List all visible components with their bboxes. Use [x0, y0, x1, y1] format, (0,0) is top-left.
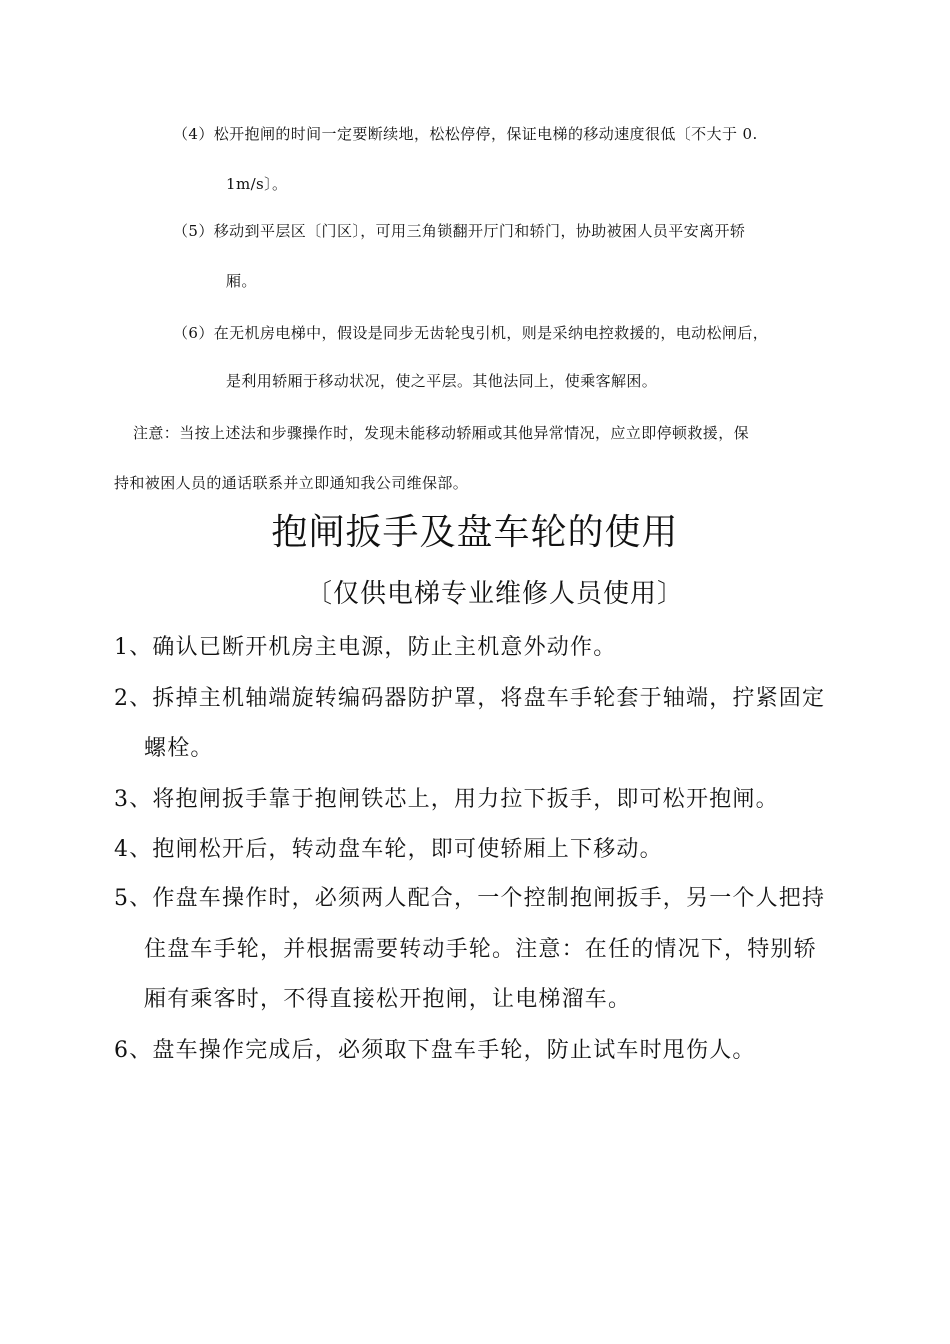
instruction-5-line-1: 5、作盘车操作时，必须两人配合，一个控制抱闸扳手，另一个人把持: [114, 886, 826, 911]
instruction-4: 4、抱闸松开后，转动盘车轮，即可使轿厢上下移动。: [114, 837, 663, 862]
step-4-line-2: 1m/s〕。: [226, 175, 288, 193]
instruction-2-line-1: 2、拆掉主机轴端旋转编码器防护罩，将盘车手轮套于轴端，拧紧固定: [114, 686, 826, 711]
instruction-5-line-3: 厢有乘客时，不得直接松开抱闸，让电梯溜车。: [144, 987, 632, 1012]
step-4-line-1: （4）松开抱闸的时间一定要断续地，松松停停，保证电梯的移动速度很低〔不大于 0.: [173, 125, 758, 143]
instruction-6: 6、盘车操作完成后，必须取下盘车手轮，防止试车时甩伤人。: [114, 1038, 756, 1063]
instruction-1: 1、确认已断开机房主电源，防止主机意外动作。: [114, 635, 617, 660]
note-line-1: 注意：当按上述法和步骤操作时，发现未能移动轿厢或其他异常情况，应立即停顿救援，保: [133, 424, 750, 442]
section-subtitle: 〔仅供电梯专业维修人员使用〕: [305, 579, 684, 609]
instruction-3: 3、将抱闸扳手靠于抱闸铁芯上，用力拉下扳手，即可松开抱闸。: [114, 787, 779, 812]
step-6-line-2: 是利用轿厢于移动状况，使之平层。其他法同上，使乘客解困。: [226, 372, 658, 390]
instruction-2-line-2: 螺栓。: [144, 736, 214, 761]
note-line-2: 持和被困人员的通话联系并立即通知我公司维保部。: [114, 474, 469, 492]
section-title: 抱闸扳手及盘车轮的使用: [271, 512, 679, 553]
step-5-line-1: （5）移动到平层区〔门区〕，可用三角锁翻开厅门和轿门，协助被困人员平安离开轿: [173, 222, 746, 240]
step-5-line-2: 厢。: [226, 272, 257, 290]
instruction-5-line-2: 住盘车手轮，并根据需要转动手轮。注意：在任的情况下，特别轿: [144, 937, 817, 962]
step-6-line-1: （6）在无机房电梯中，假设是同步无齿轮曳引机，则是采纳电控救援的，电动松闸后，: [173, 324, 769, 342]
